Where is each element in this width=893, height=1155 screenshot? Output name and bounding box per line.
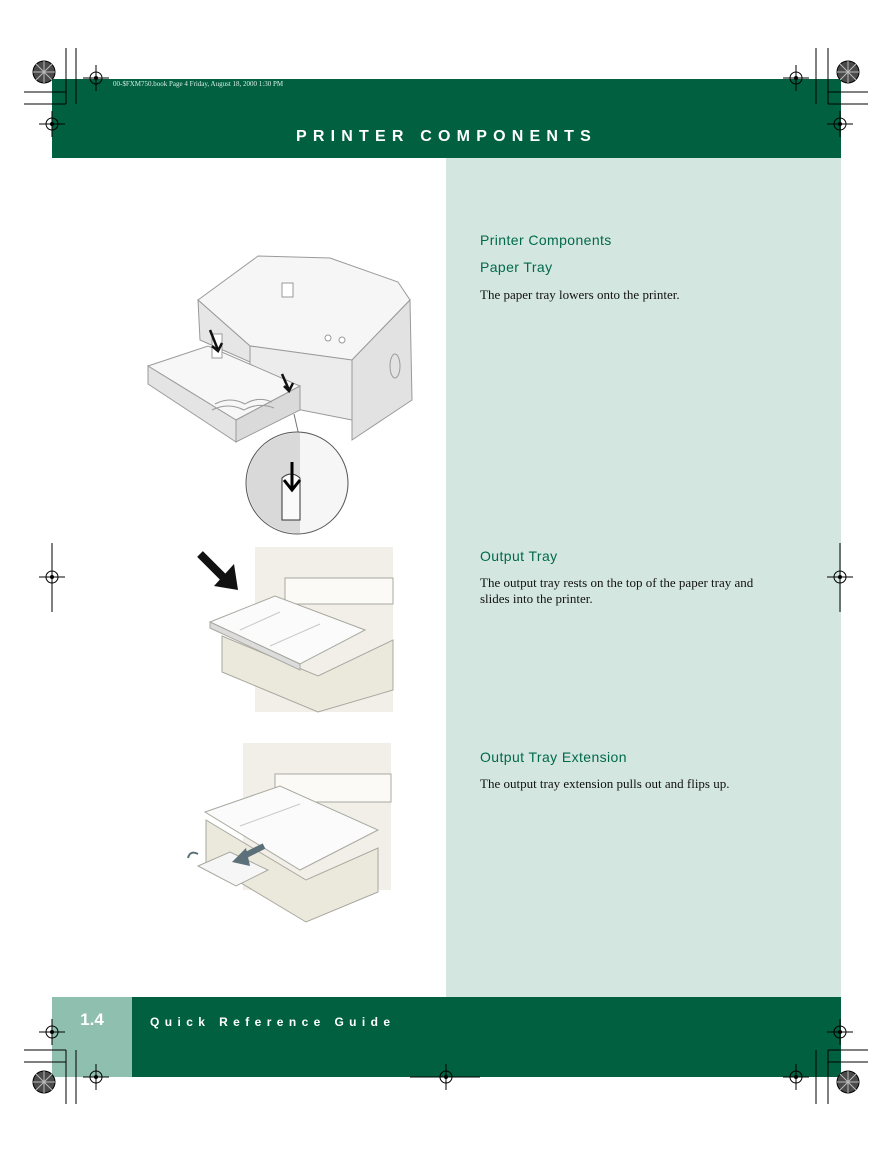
text-output-tray-extension: The output tray extension pulls out and flips up. xyxy=(480,776,730,791)
page-number-box xyxy=(52,997,132,1077)
footer-band xyxy=(132,997,841,1077)
page-number: 1.4 xyxy=(80,1010,104,1029)
text-paper-tray: The paper tray lowers onto the printer. xyxy=(480,287,680,302)
arrow-flip-icon xyxy=(188,853,198,858)
heading-output-tray-extension: Output Tray Extension xyxy=(480,749,627,765)
footer-title: Quick Reference Guide xyxy=(150,1015,396,1029)
heading-output-tray: Output Tray xyxy=(480,548,558,564)
page-title: PRINTER COMPONENTS xyxy=(296,128,597,145)
section-title: Printer Components xyxy=(480,232,612,248)
book-info-line: 00-$FXM750.book Page 4 Friday, August 18, 2000 1:30 PM xyxy=(113,80,284,88)
text-output-tray: The output tray rests on the top of the paper tray and slides into the printer. xyxy=(480,575,754,606)
heading-paper-tray: Paper Tray xyxy=(480,259,553,275)
